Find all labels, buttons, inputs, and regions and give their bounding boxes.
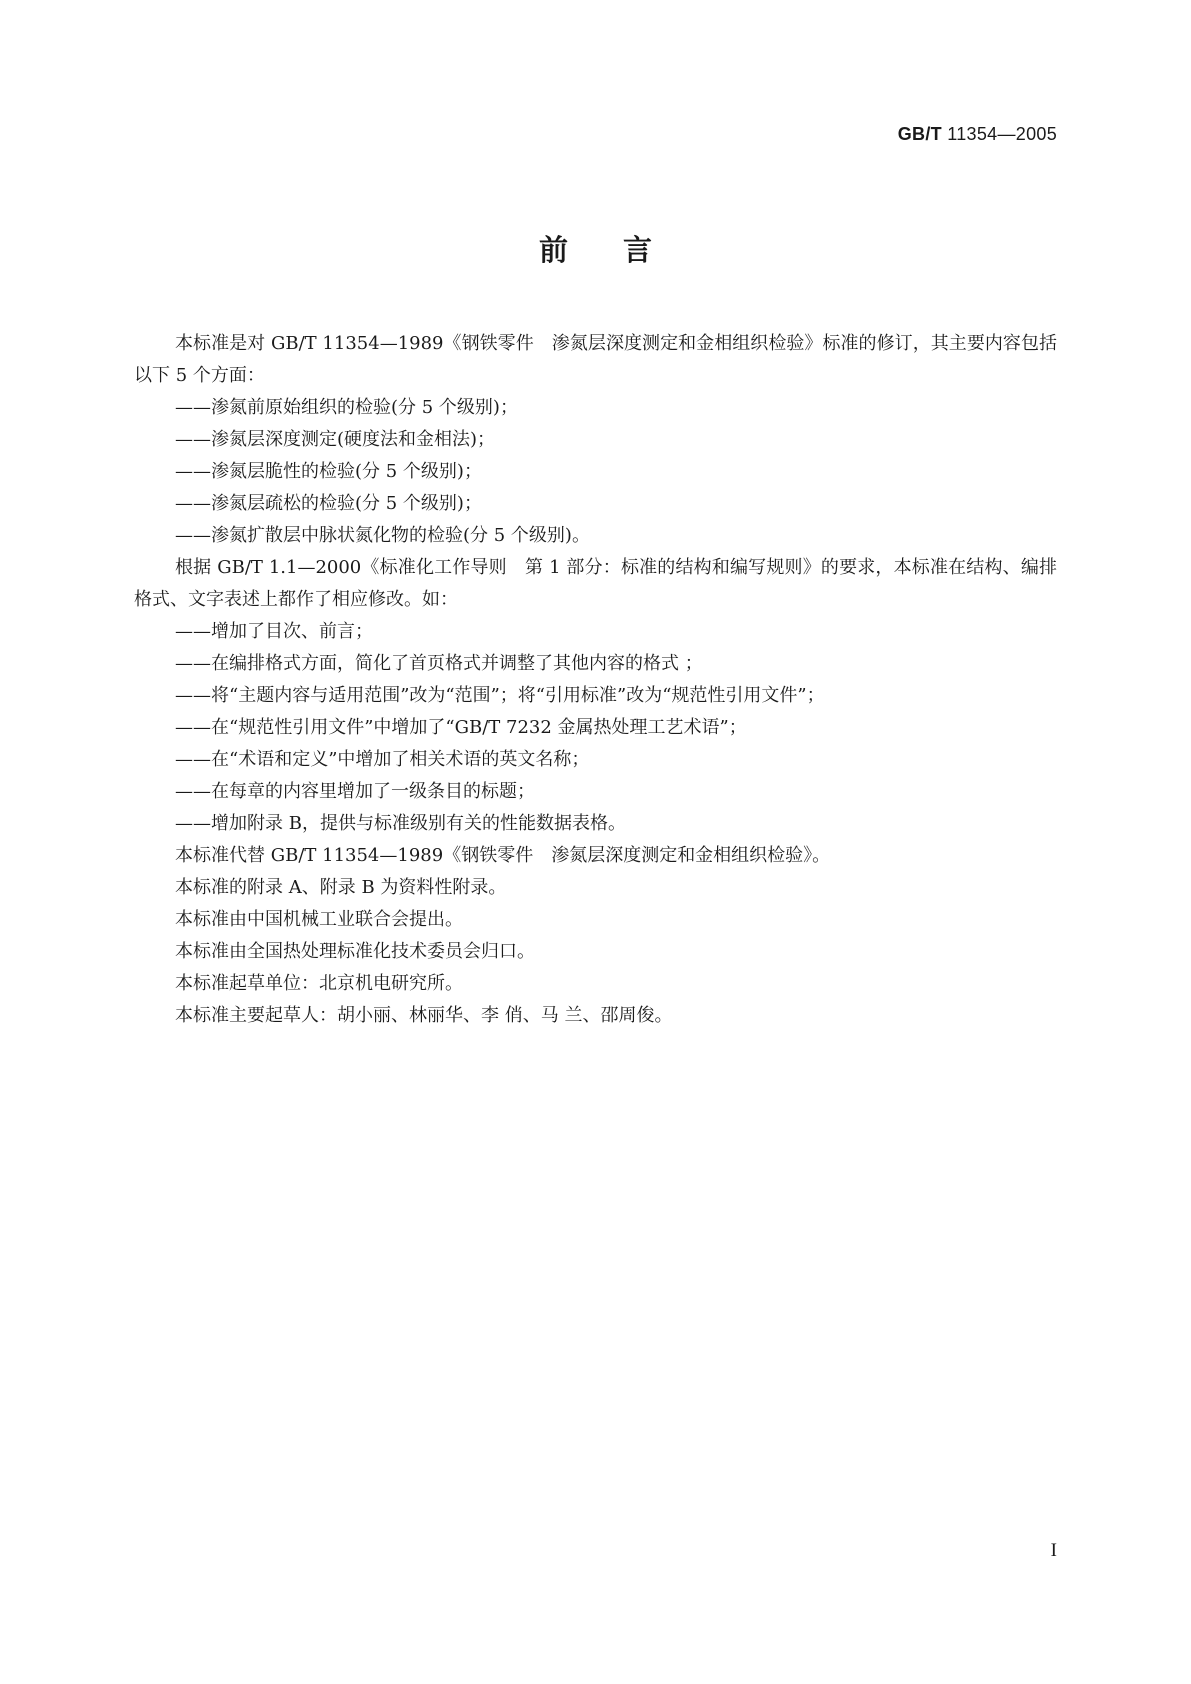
- list-item: ——渗氮层深度测定(硬度法和金相法)；: [175, 429, 496, 450]
- list-item: ——渗氮扩散层中脉状氮化物的检验(分 5 个级别)。: [175, 525, 590, 546]
- foreword-body: [134, 328, 1057, 1032]
- list-item: ——在编排格式方面，简化了首页格式并调整了其他内容的格式 ；: [175, 653, 703, 674]
- paragraph-replaces: 本标准代替 GB/T 11354—1989《钢铁零件 渗氮层深度测定和金相组织检验》。: [175, 845, 831, 866]
- list-item: ——渗氮前原始组织的检验(分 5 个级别)；: [175, 397, 518, 418]
- paragraph-drafting-unit: 本标准起草单位：北京机电研究所。: [175, 973, 463, 994]
- page-number: I: [1050, 1540, 1057, 1561]
- standard-code: [898, 124, 1057, 145]
- paragraph-drafters: 本标准主要起草人：胡小丽、林丽华、李 俏、马 兰、邵周俊。: [175, 1005, 673, 1026]
- list-item: ——渗氮层疏松的检验(分 5 个级别)；: [175, 493, 482, 514]
- list-item: ——在“规范性引用文件”中增加了“GB/T 7232 金属热处理工艺术语”；: [175, 717, 747, 738]
- paragraph-intro: 本标准是对 GB/T 11354—1989《钢铁零件 渗氮层深度测定和金相组织检验》标准的修订，其主要内容包括以下 5 个方面：: [134, 333, 1057, 386]
- list-item: ——渗氮层脆性的检验(分 5 个级别)；: [175, 461, 482, 482]
- paragraph-revision: 根据 GB/T 1.1—2000《标准化工作导则 第 1 部分：标准的结构和编写规则》的要求，本标准在结构、编排格式、文字表述上都作了相应修改。如：: [134, 557, 1057, 610]
- list-item: ——在“术语和定义”中增加了相关术语的英文名称；: [175, 749, 590, 770]
- paragraph-under-jurisdiction: 本标准由全国热处理标准化技术委员会归口。: [175, 941, 535, 962]
- paragraph-proposed-by: 本标准由中国机械工业联合会提出。: [175, 909, 463, 930]
- list-item: ——在每章的内容里增加了一级条目的标题；: [175, 781, 535, 802]
- paragraph-annexes: 本标准的附录 A、附录 B 为资料性附录。: [175, 877, 507, 898]
- list-item: ——将“主题内容与适用范围”改为“范围”；将“引用标准”改为“规范性引用文件”；: [175, 685, 825, 706]
- standard-code-prefix: GB/T: [897, 124, 942, 144]
- page-title: 前言: [538, 233, 707, 267]
- list-item: ——增加了目次、前言；: [175, 621, 373, 642]
- list-item: ——增加附录 B，提供与标准级别有关的性能数据表格。: [175, 813, 626, 834]
- standard-code-number: 11354—2005: [941, 124, 1057, 144]
